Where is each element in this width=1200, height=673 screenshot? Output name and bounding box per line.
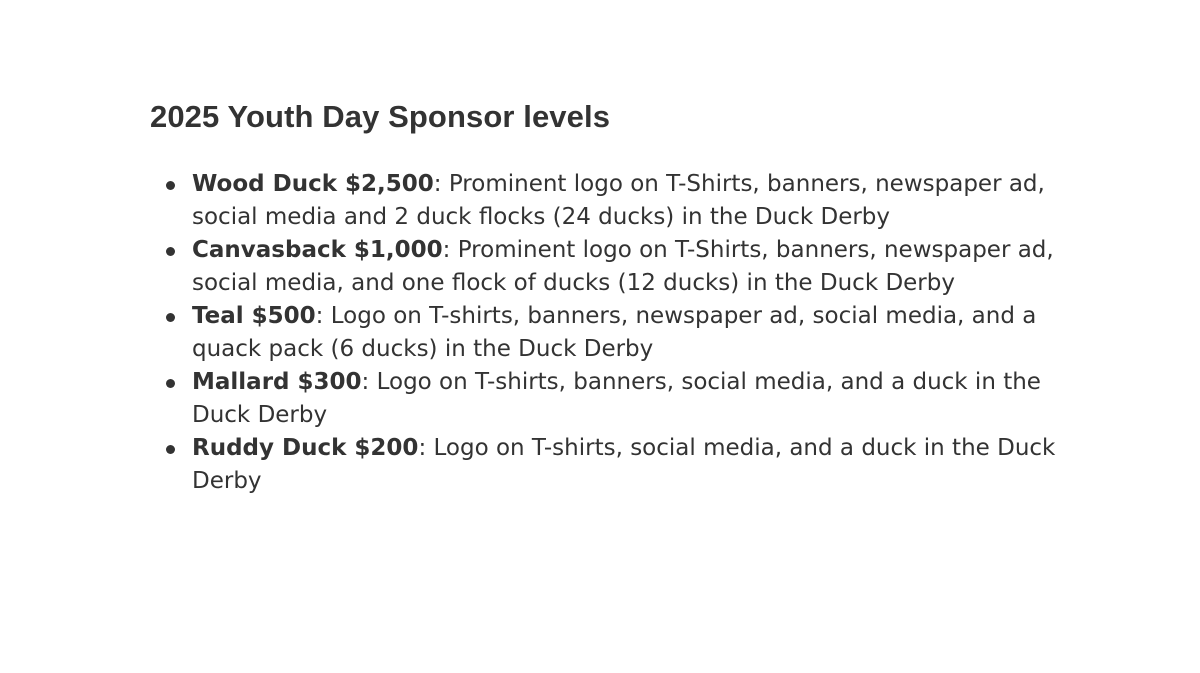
sponsor-level-ruddy-duck: [192, 432, 1092, 498]
sponsor-level-canvasback: [192, 234, 1092, 300]
sponsor-level-separator: :: [315, 303, 324, 329]
sponsor-level-separator: :: [361, 369, 370, 395]
sponsor-level-teal: [192, 300, 1092, 366]
sponsor-level-name: Wood Duck $2,500: [192, 171, 434, 197]
sponsor-level-separator: :: [442, 237, 451, 263]
sponsor-level-description: Logo on T-shirts, social media, and a duck in the Duck Derby: [192, 435, 1056, 494]
sponsor-level-name: Ruddy Duck $200: [192, 435, 419, 461]
bullet-icon: [166, 181, 175, 190]
document: [150, 95, 1110, 494]
sponsor-level-wood-duck: [192, 168, 1092, 234]
sponsor-level-separator: :: [433, 171, 442, 197]
sponsor-level-description: Logo on T-shirts, banners, newspaper ad, social media, and a quack pack (6 ducks) in the Duck Derby: [192, 303, 1037, 362]
sponsor-level-description: Prominent logo on T-Shirts, banners, newspaper ad, social media and 2 duck flocks (24 ducks) in the Duck Derby: [192, 171, 1045, 230]
sponsor-level-name: Teal $500: [192, 303, 316, 329]
sponsor-level-description: Prominent logo on T-Shirts, banners, newspaper ad, social media, and one flock of ducks (12 ducks) in the Duck Derby: [192, 237, 1054, 296]
sponsor-level-list: [192, 168, 1092, 498]
sponsor-level-name: Mallard $300: [192, 369, 362, 395]
bullet-icon: [166, 313, 175, 322]
page-title: 2025 Youth Day Sponsor levels: [150, 99, 611, 134]
sponsor-level-description: Logo on T-shirts, banners, social media, and a duck in the Duck Derby: [192, 369, 1041, 428]
bullet-icon: [166, 247, 175, 256]
sponsor-level-mallard: [192, 366, 1092, 432]
bullet-icon: [166, 445, 175, 454]
sponsor-level-separator: :: [418, 435, 427, 461]
bullet-icon: [166, 379, 175, 388]
sponsor-level-name: Canvasback $1,000: [192, 237, 443, 263]
